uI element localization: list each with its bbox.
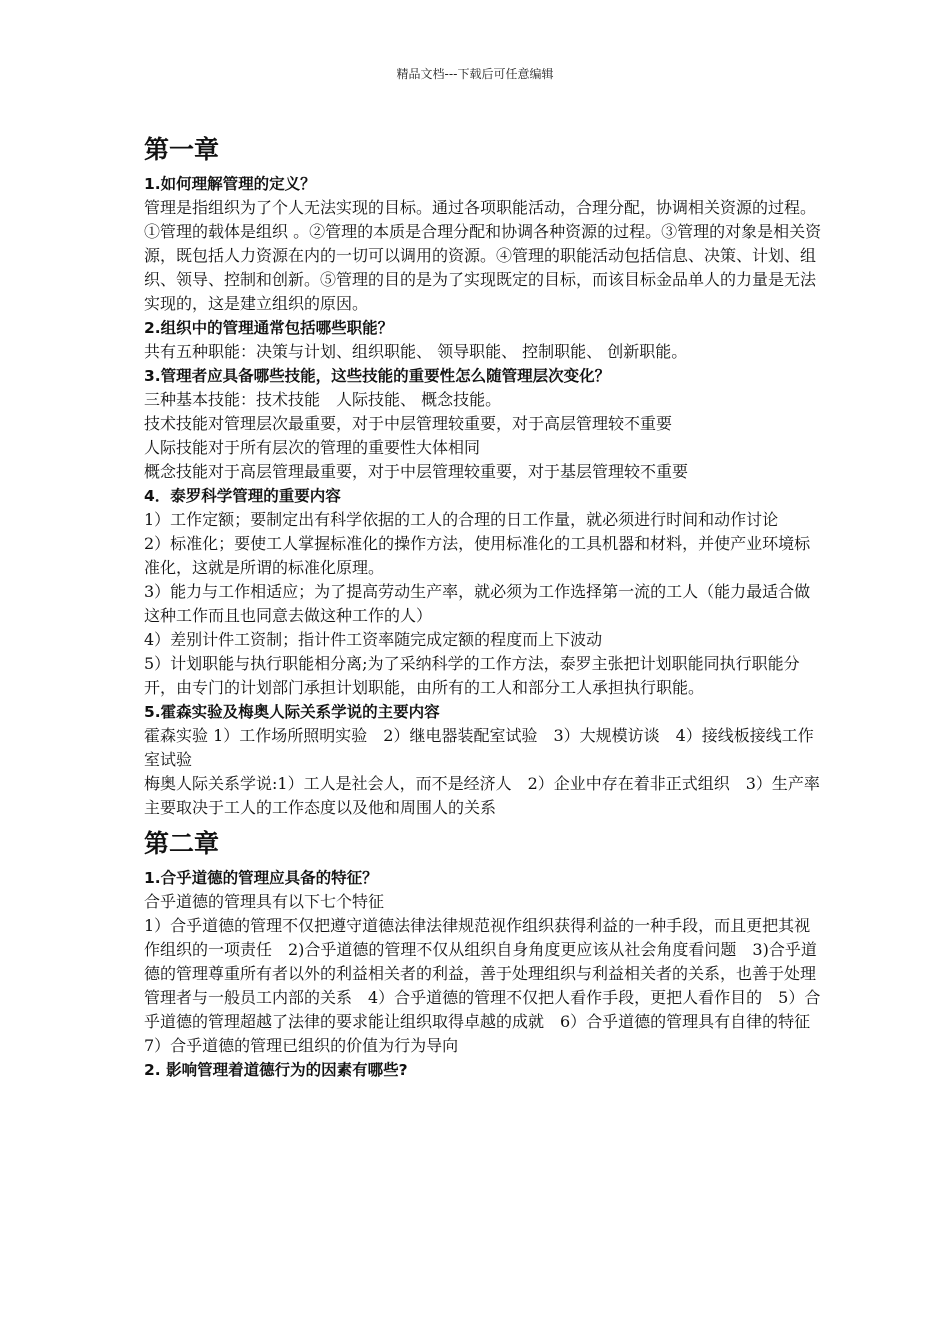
answer-paragraph: 梅奥人际关系学说:1）工人是社会人，而不是经济人 2）企业中存在着非正式组织 3）生产率主要取决于工人的工作态度以及他和周围人的关系 [144, 774, 820, 817]
chapter-1 [144, 130, 824, 820]
question-heading: 2.组织中的管理通常包括哪些职能？ [144, 319, 394, 337]
question-heading: 1.合乎道德的管理应具备的特征？ [144, 869, 378, 887]
answer-paragraph: 合乎道德的管理具有以下七个特征 [144, 892, 385, 911]
answer-paragraph: 1）合乎道德的管理不仅把遵守道德法律法律规范视作组织获得利益的一种手段，而且更把其视作组织的一项责任 2)合乎道德的管理不仅从组织自身角度更应该从社会角度看问题 3)合乎道德的管理尊重所有者以外的利益相关者的利益，善于处理组织与利益相关者的关系，也善于处理管理者与一般员工内部的关系 4）合乎道德的管理不仅把人看作手段，更把人看作目的 5）合乎道德的管理超越了法律的要求能让组织取得卓越的成就 6）合乎道德的管理具有自律的特征 7）合乎道德的管理已组织的价值为行为导向 [144, 916, 827, 1055]
document-body [144, 130, 827, 1082]
answer-paragraph: 2）标准化；要使工人掌握标准化的操作方法，使用标准化的工具机器和材料，并使产业环境标准化，这就是所谓的标准化原理。 [144, 534, 811, 577]
question-heading: 4．泰罗科学管理的重要内容 [144, 487, 341, 505]
answer-paragraph: 概念技能对于高层管理最重要，对于中层管理较重要，对于基层管理较不重要 [144, 462, 689, 481]
answer-paragraph: 5）计划职能与执行职能相分离;为了采纳科学的工作方法，泰罗主张把计划职能同执行职能分开，由专门的计划部门承担计划职能，由所有的工人和部分工人承担执行职能。 [144, 654, 800, 697]
answer-paragraph: 1）工作定额；要制定出有科学依据的工人的合理的日工作量，就必须进行时间和动作讨论 [144, 510, 779, 529]
answer-paragraph: 技术技能对管理层次最重要，对于中层管理较重要，对于高层管理较不重要 [144, 414, 673, 433]
chapter-title: 第二章 [144, 829, 220, 858]
chapter-title: 第一章 [144, 135, 220, 164]
question-heading: 2. 影响管理着道德行为的因素有哪些? [144, 1061, 408, 1079]
page-header: 精品文档---下载后可任意编辑 [396, 67, 554, 81]
answer-paragraph: 人际技能对于所有层次的管理的重要性大体相同 [144, 438, 481, 457]
answer-paragraph: 3）能力与工作相适应；为了提高劳动生产率，就必须为工作选择第一流的工人（能力最适合做这种工作而且也同意去做这种工作的人） [144, 582, 811, 625]
chapter-2 [144, 824, 827, 1082]
answer-paragraph: 共有五种职能：决策与计划、组织职能、 领导职能、 控制职能、 创新职能。 [144, 342, 688, 361]
question-heading: 3.管理者应具备哪些技能，这些技能的重要性怎么随管理层次变化？ [144, 367, 611, 385]
answer-paragraph: 霍森实验 1）工作场所照明实验 2）继电器装配室试验 3）大规模访谈 4）接线板接线工作室试验 [144, 726, 814, 769]
question-heading: 1.如何理解管理的定义？ [144, 175, 316, 193]
answer-paragraph: 管理是指组织为了个人无法实现的目标。通过各项职能活动，合理分配，协调相关资源的过程。①管理的载体是组织 。②管理的本质是合理分配和协调各种资源的过程。③管理的对象是相关资源，既包括人力资源在内的一切可以调用的资源。④管理的职能活动包括信息、决策、计划、组织、领导、控制和创新。⑤管理的目的是为了实现既定的目标，而该目标金品单人的力量是无法实现的，这是建立组织的原因。 [144, 198, 822, 313]
question-heading: 5.霍森实验及梅奥人际关系学说的主要内容 [144, 703, 440, 721]
answer-paragraph: 4）差别计件工资制；指计件工资率随完成定额的程度而上下波动 [144, 630, 603, 649]
answer-paragraph: 三种基本技能：技术技能 人际技能、 概念技能。 [144, 390, 502, 409]
